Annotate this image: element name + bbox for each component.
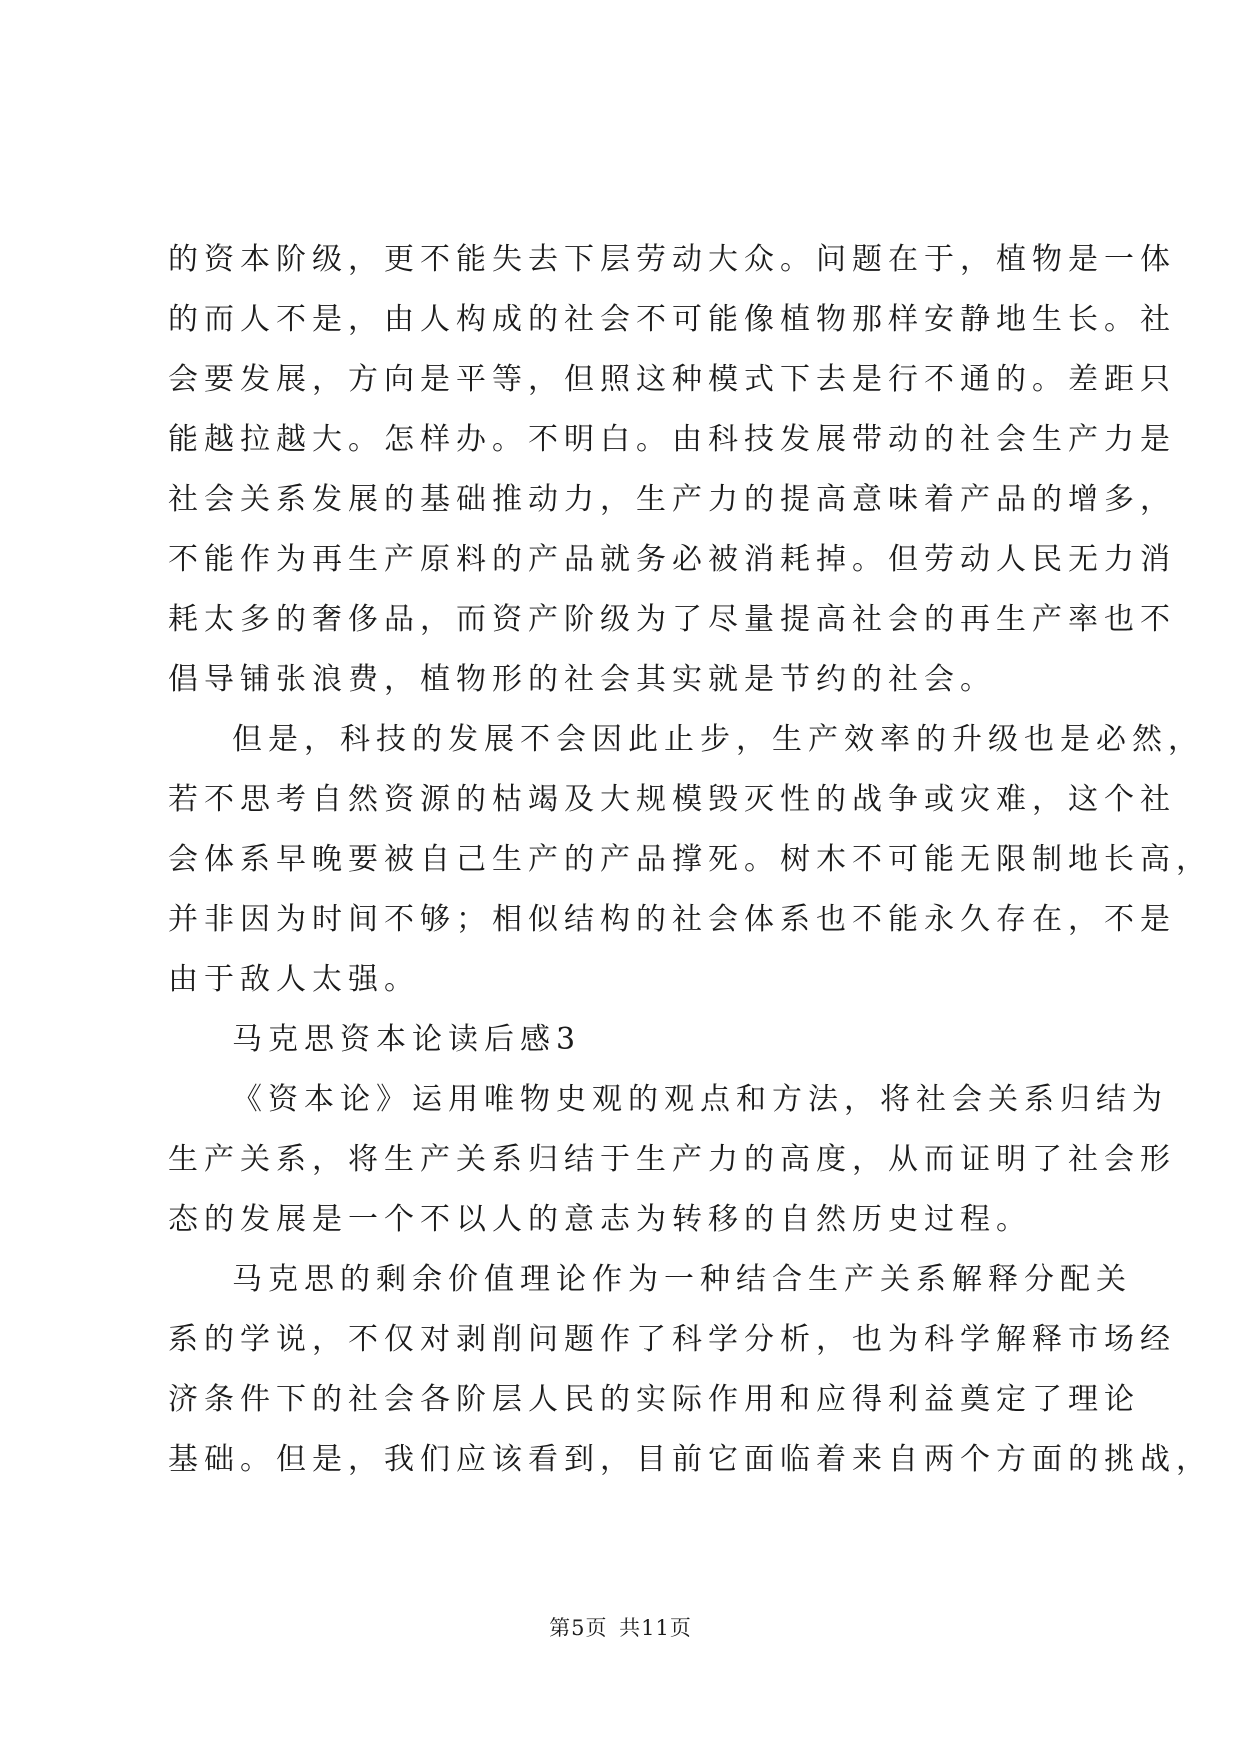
text-line: 生产关系，将生产关系归结于生产力的高度，从而证明了社会形 — [168, 1142, 1176, 1177]
text-line: 会体系早晚要被自己生产的产品撑死。树木不可能无限制地长高， — [168, 842, 1212, 877]
page-total: 共11页 — [619, 1616, 692, 1640]
text-line: 态的发展是一个不以人的意志为转移的自然历史过程。 — [168, 1202, 1032, 1237]
text-line: 由于敌人太强。 — [168, 962, 420, 997]
paragraph-2 — [168, 710, 1212, 1010]
paragraph-4 — [168, 1250, 1212, 1490]
text-line: 社会关系发展的基础推动力，生产力的提高意味着产品的增多， — [168, 482, 1176, 517]
text-line: 能越拉越大。怎样办。不明白。由科技发展带动的社会生产力是 — [168, 422, 1176, 457]
body-text — [168, 230, 1212, 1490]
section-heading — [168, 1010, 1086, 1070]
paragraph-1 — [168, 230, 1176, 710]
text-line: 的资本阶级，更不能失去下层劳动大众。问题在于，植物是一体 — [168, 242, 1176, 277]
text-line: 马克思的剩余价值理论作为一种结合生产关系解释分配关 — [232, 1262, 1132, 1297]
text-line: 耗太多的奢侈品，而资产阶级为了尽量提高社会的再生产率也不 — [168, 602, 1176, 637]
text-line: 济条件下的社会各阶层人民的实际作用和应得利益奠定了理论 — [168, 1382, 1140, 1417]
paragraph-3 — [168, 1070, 1176, 1250]
text-line: 不能作为再生产原料的产品就务必被消耗掉。但劳动人民无力消 — [168, 542, 1176, 577]
section-title: 马克思资本论读后感3 — [232, 1022, 582, 1057]
page-number: 第5页 — [549, 1616, 608, 1640]
text-line: 若不思考自然资源的枯竭及大规模毁灭性的战争或灾难，这个社 — [168, 782, 1176, 817]
text-line: 的而人不是，由人构成的社会不可能像植物那样安静地生长。社 — [168, 302, 1176, 337]
text-line: 但是，科技的发展不会因此止步，生产效率的升级也是必然， — [232, 722, 1204, 757]
text-line: 会要发展，方向是平等，但照这种模式下去是行不通的。差距只 — [168, 362, 1176, 397]
text-line: 并非因为时间不够；相似结构的社会体系也不能永久存在，不是 — [168, 902, 1176, 937]
text-line: 《资本论》运用唯物史观的观点和方法，将社会关系归结为 — [232, 1082, 1168, 1117]
text-line: 基础。但是，我们应该看到，目前它面临着来自两个方面的挑战， — [168, 1442, 1212, 1477]
text-line: 系的学说，不仅对剥削问题作了科学分析，也为科学解释市场经 — [168, 1322, 1176, 1357]
text-line: 倡导铺张浪费，植物形的社会其实就是节约的社会。 — [168, 662, 996, 697]
page-footer — [0, 1612, 1241, 1642]
